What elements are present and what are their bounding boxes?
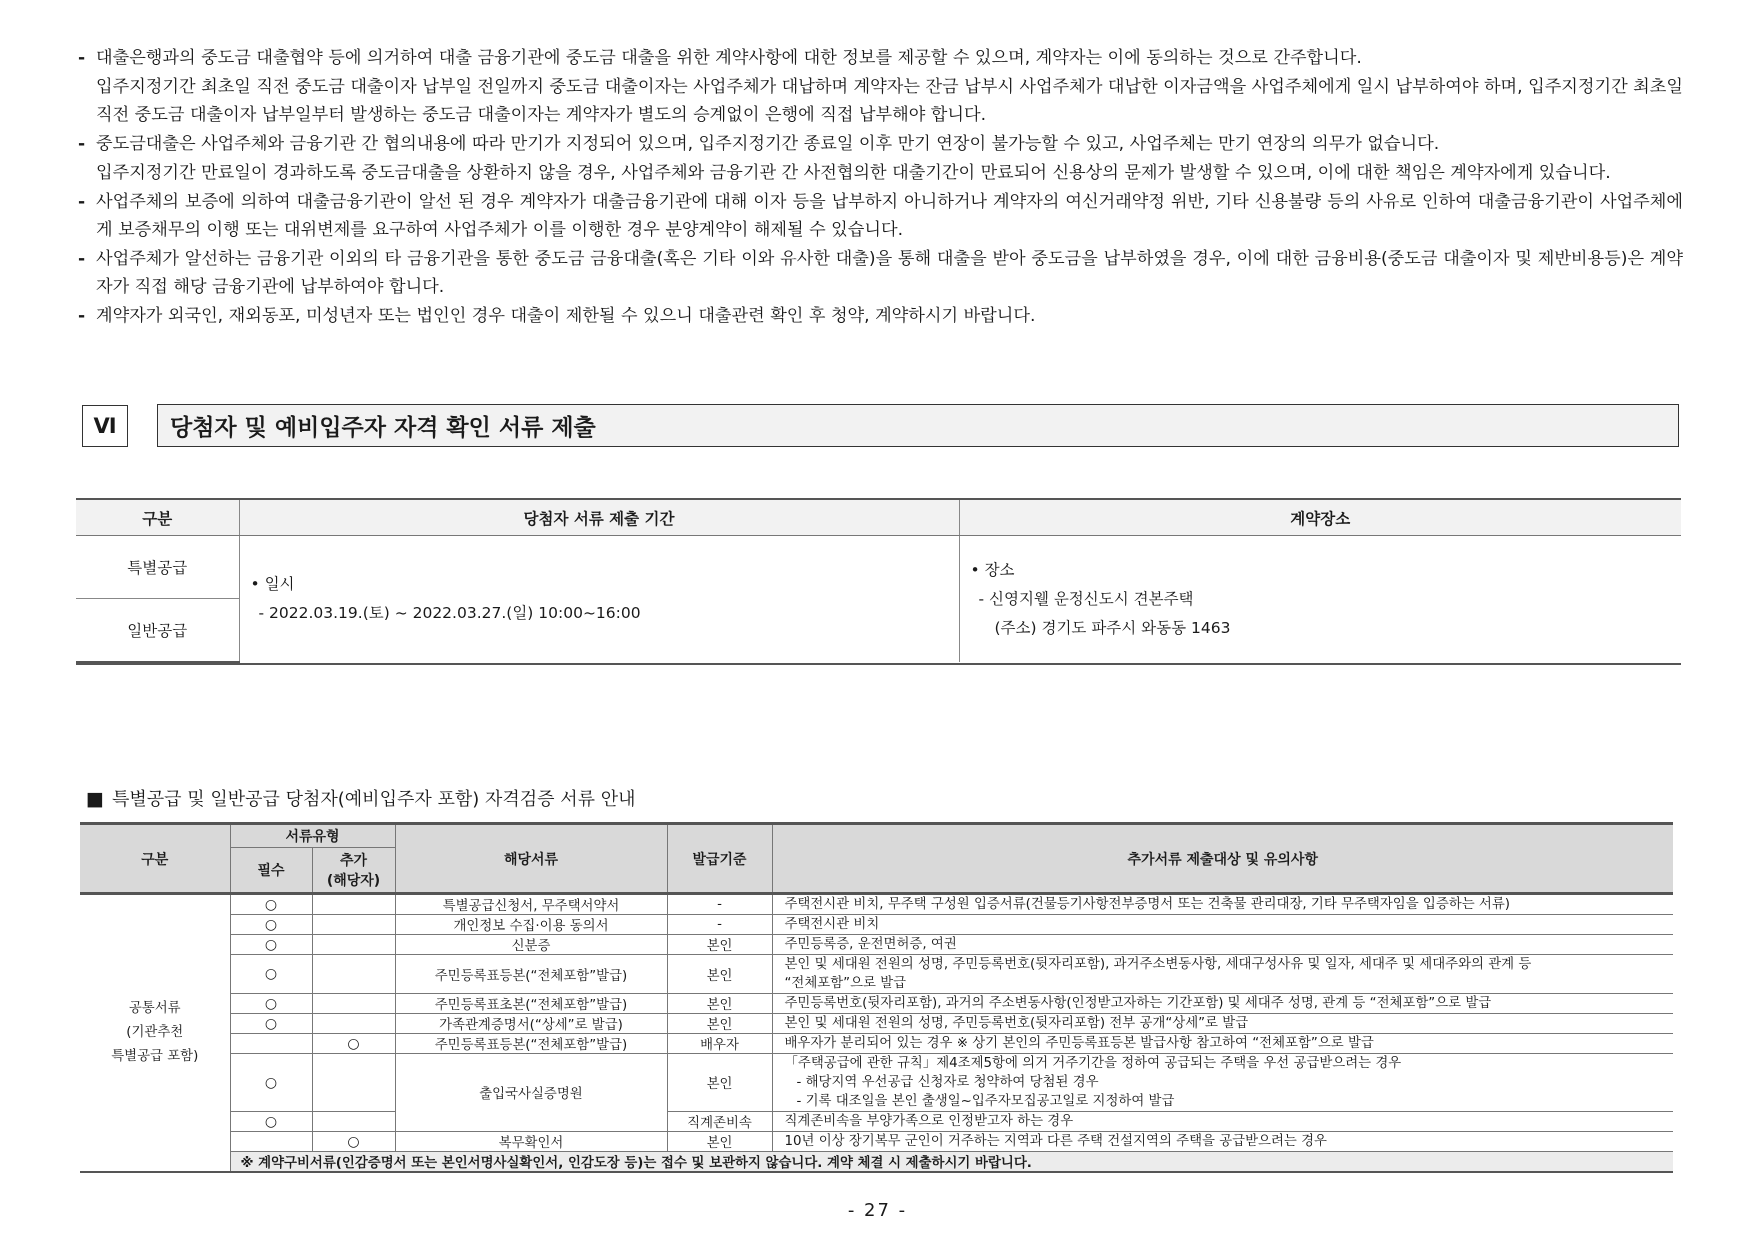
required-mark: ○ — [230, 935, 312, 955]
header-additional-label: 추가 — [339, 853, 368, 869]
place-address: (주소) 경기도 파주시 와동동 1463 — [994, 618, 1231, 637]
additional-mark: ○ — [312, 1034, 395, 1054]
note-item: - 중도금대출은 사업주체와 금융기관 간 협의내용에 따라 만기가 지정되어 있으며, 입주지정기간 종료일 이후 만기 연장이 불가능할 수 있고, 사업주체는 만기 연장의 의무가 없습니다. — [78, 130, 1683, 158]
place-cell — [959, 536, 1681, 663]
period-cell — [239, 536, 959, 663]
table-row — [76, 536, 1681, 599]
required-mark: ○ — [230, 1014, 312, 1034]
notes-cell: 배우자가 분리되어 있는 경우 ※ 상기 본인의 주민등록표등본 발급사항 참고하여 “전체포함”으로 발급 — [772, 1034, 1673, 1054]
notes-line: - 기록 대조일을 본인 출생일~입주자모집공고일로 지정하여 발급 — [796, 1094, 1175, 1109]
notes-cell: 10년 이상 장기복무 군인이 거주하는 지역과 다른 주택 건설지역의 주택을 공급받으려는 경우 — [772, 1132, 1673, 1152]
issue-basis: 본인 — [667, 1014, 772, 1034]
category-cell — [80, 894, 230, 1173]
note-item: - 계약자가 외국인, 재외동포, 미성년자 또는 법인인 경우 대출이 제한될 수 있으니 대출관련 확인 후 청약, 계약하시기 바랍니다. — [78, 302, 1683, 330]
category-label-1: 공통서류 — [128, 1001, 181, 1016]
document-name: 주민등록표초본(“전체포함”발급) — [395, 994, 667, 1014]
required-mark — [230, 1132, 312, 1152]
note-item: - 대출은행과의 중도금 대출협약 등에 의거하여 대출 금융기관에 중도금 대출을 위한 계약사항에 대한 정보를 제공할 수 있으며, 계약자는 이에 동의하는 것으로 간주합니다. — [78, 44, 1683, 72]
note-item: 입주지정기간 만료일이 경과하도록 중도금대출을 상환하지 않을 경우, 사업주체와 금융기관 간 사전협의한 대출기간이 만료되어 신용상의 문제가 발생할 수 있으며, 이에 대한 책임은 계약자에게 있습니다. — [96, 163, 1611, 183]
docs-title — [86, 785, 636, 811]
row-label-special: 특별공급 — [76, 536, 239, 599]
table-row — [80, 894, 1673, 915]
category-label-2: (기관추천 — [126, 1025, 184, 1040]
additional-mark — [312, 1054, 395, 1112]
place-value: - 신영지웰 운정신도시 견본주택 — [978, 589, 1194, 608]
notes-line: 「주택공급에 관한 규칙」제4조제5항에 의거 거주기간을 정하여 공급되는 주택을 우선 공급받으려는 경우 — [784, 1056, 1402, 1071]
docs-title-text: 특별공급 및 일반공급 당첨자(예비입주자 포함) 자격검증 서류 안내 — [111, 789, 636, 810]
note-item: - 사업주체가 알선하는 금융기관 이외의 타 금융기관을 통한 중도금 금융대출(혹은 기타 이와 유사한 대출)을 통해 대출을 받아 중도금을 납부하였을 경우, 이에 대한 금융비용(중도금 대출이자 및 제반비용등)은 계약자가 직접 해당 금융기관에 납부하여야 합니다. — [78, 245, 1683, 301]
submission-table — [76, 498, 1681, 665]
loan-notes — [78, 44, 1683, 331]
required-mark: ○ — [230, 894, 312, 915]
document-name: 주민등록표등본(“전체포함”발급) — [395, 1034, 667, 1054]
notes-cell: 주택전시관 비치 — [772, 915, 1673, 935]
notes-line: 본인 및 세대원 전원의 성명, 주민등록번호(뒷자리포함), 과거주소변동사항, 세대구성사유 및 일자, 세대주 및 세대주와의 관계 등 — [784, 957, 1532, 972]
header-place: 계약장소 — [959, 499, 1681, 536]
header-notes: 추가서류 제출대상 및 유의사항 — [772, 824, 1673, 894]
period-label: • 일시 — [250, 575, 295, 593]
category-label-3: 특별공급 포함) — [111, 1049, 199, 1064]
place-label: • 장소 — [970, 560, 1015, 579]
notes-cell: 직계존비속을 부양가족으로 인정받고자 하는 경우 — [772, 1112, 1673, 1132]
issue-basis: 본인 — [667, 1054, 772, 1112]
header-required: 필수 — [230, 848, 312, 894]
additional-mark — [312, 1112, 395, 1132]
header-additional-sub: (해당자) — [326, 873, 381, 889]
required-mark: ○ — [230, 994, 312, 1014]
square-bullet-icon: ■ — [86, 788, 104, 810]
issue-basis: 배우자 — [667, 1034, 772, 1054]
table-row — [80, 1112, 1673, 1132]
note-item: - 사업주체의 보증에 의하여 대출금융기관이 알선 된 경우 계약자가 대출금융기관에 대해 이자 등을 납부하지 아니하거나 계약자의 여신거래약정 위반, 기타 신용불량 등의 사유로 인하여 대출금융기관이 사업주체에게 보증채무의 이행 또는 대위변제를 요구하여 사업주체가 이를 이행한 경우 분양계약이 해제될 수 있습니다. — [78, 188, 1683, 244]
header-document: 해당서류 — [395, 824, 667, 894]
document-name: 특별공급신청서, 무주택서약서 — [395, 894, 667, 915]
period-value: - 2022.03.19.(토) ~ 2022.03.27.(일) 10:00~16:00 — [258, 604, 641, 622]
issue-basis: 본인 — [667, 935, 772, 955]
additional-mark: ○ — [312, 1132, 395, 1152]
issue-basis: 본인 — [667, 994, 772, 1014]
table-row — [80, 1054, 1673, 1112]
document-name: 출입국사실증명원 — [395, 1054, 667, 1132]
table-row — [80, 1034, 1673, 1054]
issue-basis: 직계존비속 — [667, 1112, 772, 1132]
notes-cell: 주민등록번호(뒷자리포함), 과거의 주소변동사항(인정받고자하는 기간포함) 및 세대주 성명, 관계 등 “전체포함”으로 발급 — [772, 994, 1673, 1014]
docs-table — [80, 822, 1673, 1173]
notes-line: - 해당지역 우선공급 신청자로 청약하여 당첨된 경우 — [796, 1075, 1099, 1090]
document-name: 가족관계증명서(“상세”로 발급) — [395, 1014, 667, 1034]
row-label-general: 일반공급 — [76, 599, 239, 663]
table-row — [80, 1132, 1673, 1152]
additional-mark — [312, 935, 395, 955]
additional-mark — [312, 994, 395, 1014]
notes-cell: 주민등록증, 운전면허증, 여권 — [772, 935, 1673, 955]
document-name: 복무확인서 — [395, 1132, 667, 1152]
notes-cell — [772, 1054, 1673, 1112]
notes-cell — [772, 955, 1673, 994]
additional-mark — [312, 915, 395, 935]
required-mark — [230, 1034, 312, 1054]
notes-cell: 주택전시관 비치, 무주택 구성원 입증서류(건물등기사항전부증명서 또는 건축물 관리대장, 기타 무주택자임을 입증하는 서류) — [772, 894, 1673, 915]
document-name: 신분증 — [395, 935, 667, 955]
table-row — [80, 935, 1673, 955]
document-name: 개인정보 수집·이용 동의서 — [395, 915, 667, 935]
header-doc-type: 서류유형 — [230, 824, 395, 848]
header-additional — [312, 848, 395, 894]
issue-basis: - — [667, 915, 772, 935]
additional-mark — [312, 955, 395, 994]
note-item: 입주지정기간 최초일 직전 중도금 대출이자 납부일 전일까지 중도금 대출이자는 사업주체가 대납하며 계약자는 잔금 납부시 사업주체가 대납한 이자금액을 사업주체에게 일시 납부하여야 하며, 입주지정기간 최초일 직전 중도금 대출이자 납부일부터 발생하는 중도금 대출이자는 계약자가 별도의 승계없이 은행에 직접 납부해야 합니다. — [96, 77, 1683, 125]
table-footer-row — [80, 1152, 1673, 1173]
table-row — [80, 1014, 1673, 1034]
page-number: - 27 - — [847, 1200, 908, 1221]
additional-mark — [312, 1014, 395, 1034]
required-mark: ○ — [230, 1054, 312, 1112]
issue-basis: - — [667, 894, 772, 915]
header-basis: 발급기준 — [667, 824, 772, 894]
required-mark: ○ — [230, 1112, 312, 1132]
header-period: 당첨자 서류 제출 기간 — [239, 499, 959, 536]
header-category: 구분 — [80, 824, 230, 894]
issue-basis: 본인 — [667, 1132, 772, 1152]
notes-cell: 본인 및 세대원 전원의 성명, 주민등록번호(뒷자리포함) 전부 공개“상세”로 발급 — [772, 1014, 1673, 1034]
required-mark: ○ — [230, 915, 312, 935]
section-number: Ⅵ — [82, 405, 128, 447]
table-row — [80, 955, 1673, 994]
section-title: 당첨자 및 예비입주자 자격 확인 서류 제출 — [157, 404, 1679, 447]
document-name: 주민등록표등본(“전체포함”발급) — [395, 955, 667, 994]
table-header-row — [80, 824, 1673, 848]
table-row — [80, 915, 1673, 935]
table-row — [80, 994, 1673, 1014]
header-category: 구분 — [76, 499, 239, 536]
footer-note: ※ 계약구비서류(인감증명서 또는 본인서명사실확인서, 인감도장 등)는 접수 및 보관하지 않습니다. 계약 체결 시 제출하시기 바랍니다. — [230, 1152, 1673, 1173]
additional-mark — [312, 894, 395, 915]
required-mark: ○ — [230, 955, 312, 994]
notes-line: “전체포함”으로 발급 — [784, 976, 907, 991]
issue-basis: 본인 — [667, 955, 772, 994]
table-header-row — [76, 499, 1681, 536]
